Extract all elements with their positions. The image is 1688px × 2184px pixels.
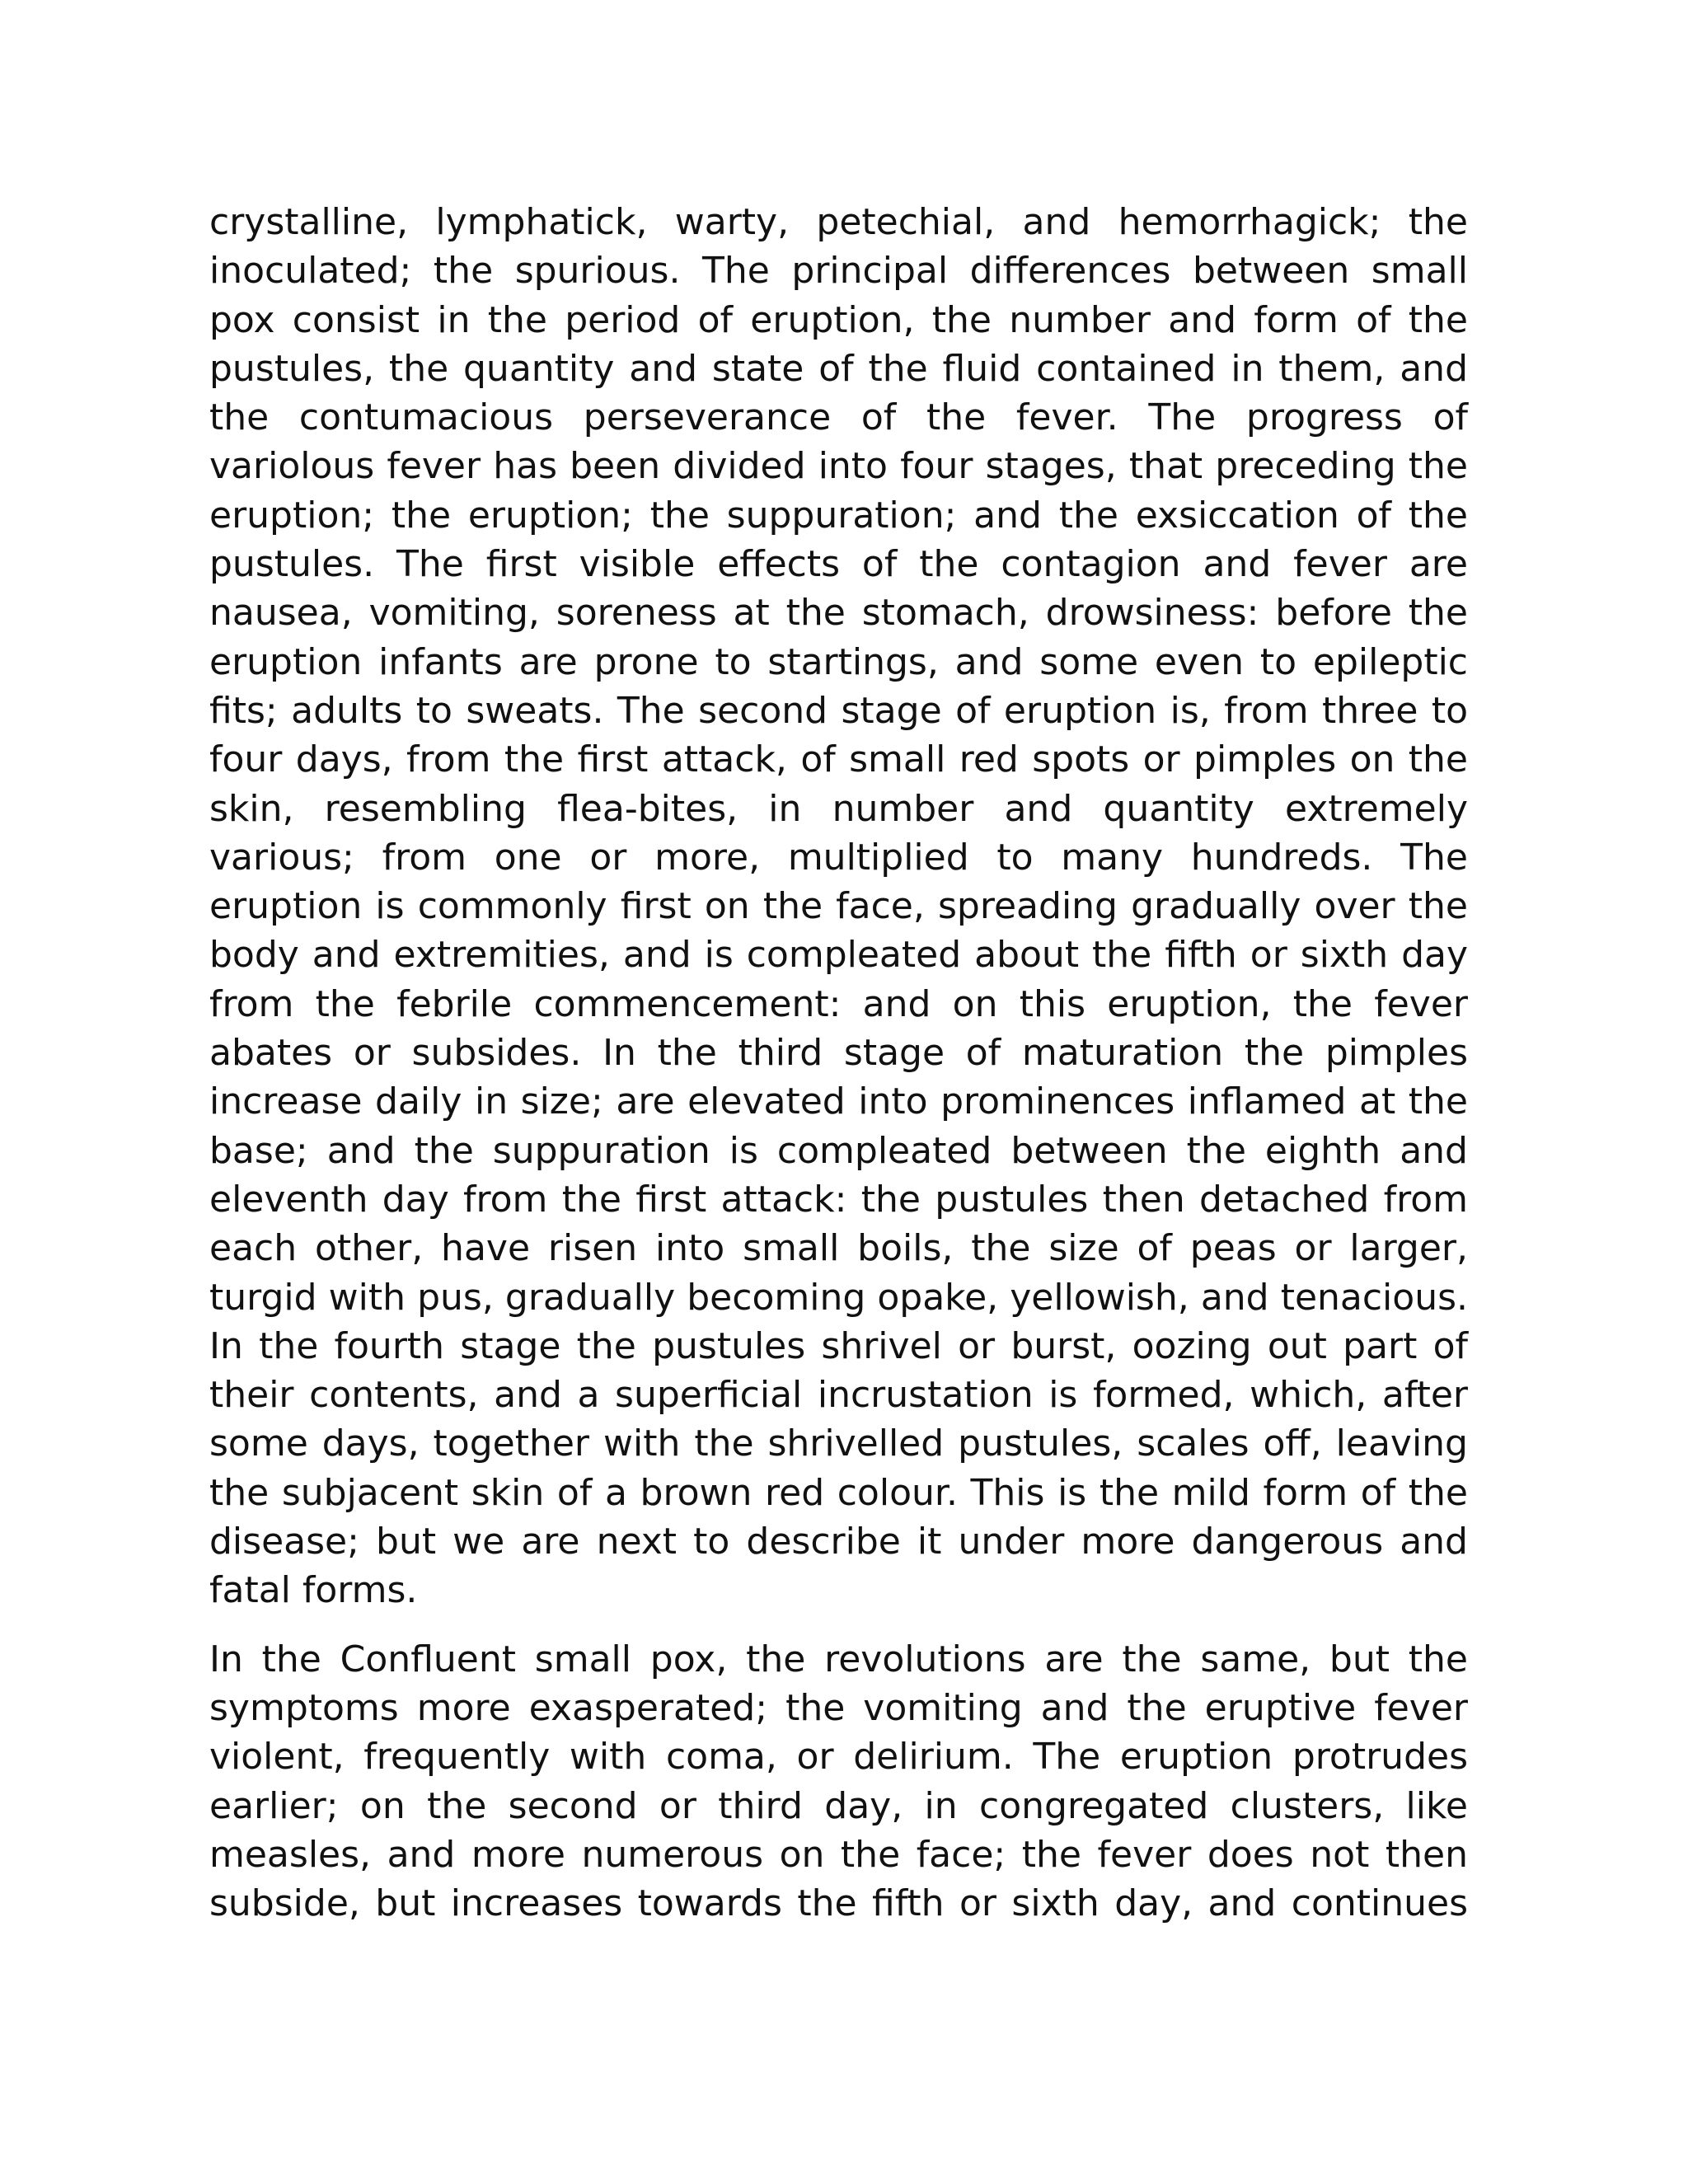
paragraph-variolous-stages: crystalline, lymphatick, warty, petechial, and hemorrhagick; the inoculated; the spurious. The principal differences between small pox consist in the period of eruption, the number and form of the pustules, the quantity and state of the fluid contained in them, and the contumacious perseverance of the fever. The progress of variolous fever has been divided into four stages, that preceding the eruption; the eruption; the suppuration; and the exsiccation of the pustules. The first visible effects of the contagion and fever are nausea, vomiting, soreness at the stomach, drowsiness: before the eruption infants are prone to startings, and some even to epileptic fits; adults to sweats. The second stage of eruption is, from three to four days, from the first attack, of small red spots or pimples on the skin, resembling flea-bites, in number and quantity extremely various; from one or more, multiplied to many hundreds. The eruption is commonly first on the face, spreading gradually over the body and extremities, and is compleated about the fifth or sixth day from the febrile commencement: and on this eruption, the fever abates or subsides. In the third stage of maturation the pimples increase daily in size; are elevated into prominences inflamed at the base; and the suppuration is compleated between the eighth and eleventh day from the first attack: the pustules then detached from each other, have risen into small boils, the size of peas or larger, turgid with pus, gradually becoming opake, yellowish, and tenacious. In the fourth stage the pustules shrivel or burst, oozing out part of their contents, and a superficial incrustation is formed, which, after some days, together with the shrivelled pustules, scales off, leaving the subjacent skin of a brown red colour. This is the mild form of the disease; but we are next to describe it under more dangerous and fatal forms. (209, 201, 1468, 1612)
document-page (209, 198, 1468, 1928)
paragraph-confluent-small-pox: In the Confluent small pox, the revolutions are the same, but the symptoms more exasperated; the vomiting and the eruptive fever violent, frequently with coma, or delirium. The eruption protrudes earlier; on the second or third day, in congregated clusters, like measles, and more numerous on the face; the fever does not then subside, but increases towards the fifth or sixth day, and continues (209, 1638, 1468, 1925)
